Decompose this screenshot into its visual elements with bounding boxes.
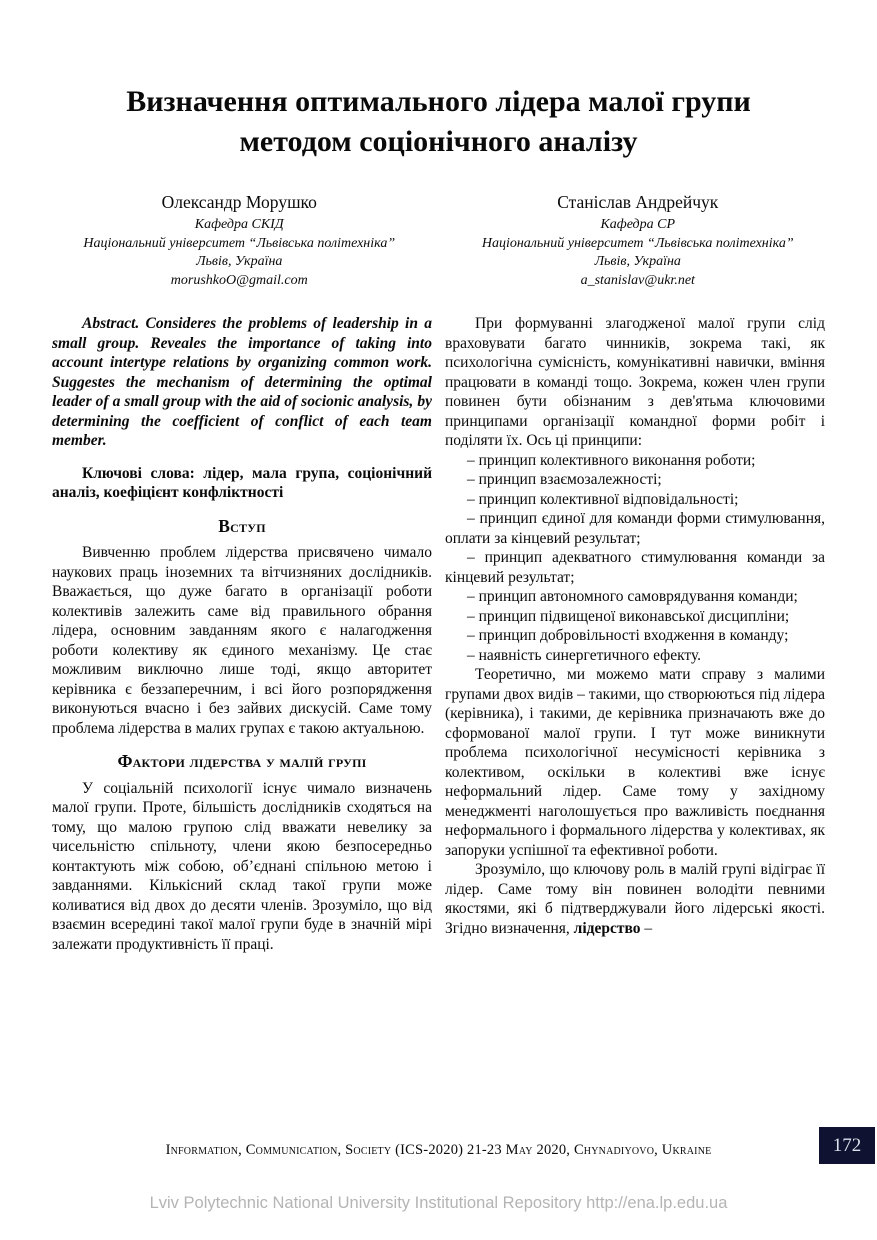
author-email: a_stanislav@ukr.net: [580, 272, 695, 288]
author-block-1: [40, 192, 439, 290]
factors-paragraph: У соціальній психології існує чимало визначень малої групи. Проте, більшість дослідників сходяться на тому, що малою групою слід вважати невелику за чисельністю спільноту, члени якою безпосередньо контактують між собою, об’єднані спільною метою і завданнями. Кількісний склад такої групи може коливатися від двох до десяти членів. Зрозуміло, що від взаємин всередині такої малої групи буде в значній мірі залежати продуктивність її праці.: [52, 779, 432, 953]
principle-item: – принцип взаємозалежності;: [467, 471, 662, 489]
principle-item: – принцип підвищеної виконавської дисципліни;: [467, 607, 790, 625]
author-city: Львів, Україна: [196, 254, 283, 270]
keywords-paragraph: Ключові слова: лідер, мала група, соціонічний аналіз, коефіцієнт конфліктності: [52, 464, 432, 502]
author-name: Олександр Морушко: [161, 192, 317, 213]
author-department: Кафедра СКІД: [194, 217, 284, 233]
abstract-paragraph: Abstract. Consideres the problems of leadership in a small group. Reveales the importance of taking into account intertype relations by organizing common work. Suggestes the mechanism of determining the optimal leader of a small group with the aid of socionic analysis, by determining the coefficient of conflict of each team member.: [52, 315, 432, 450]
conference-footer: Information, Communication, Society (ICS-2020) 21-23 May 2020, Chynadiyovo, Ukraine: [165, 1142, 712, 1158]
author-university: Національний університет “Львівська політехніка”: [481, 235, 794, 251]
two-column-body: [0, 314, 877, 954]
leader-role-paragraph: [445, 860, 825, 938]
author-email: morushkoO@gmail.com: [170, 272, 308, 288]
principles-intro-paragraph: При формуванні злагодженої малої групи слід враховувати багато чинників, зокрема такі, як психологічна сумісність, комунікативні навички, вміння працювати в команді тощо. Зокрема, кожен член групи повинен бути обізнаним з дев'ятьма ключовими принципами організації командної форми робіт і поділяти їх. Ось ці принципи:: [445, 315, 825, 450]
author-name: Станіслав Андрейчук: [557, 192, 719, 213]
left-column: [52, 314, 432, 954]
principle-item: – принцип добровільності входження в команду;: [467, 627, 789, 645]
principle-item: – принцип єдиної для команди форми стимулювання, оплати за кінцевий результат;: [445, 510, 825, 547]
principle-item: – наявність синергетичного ефекту.: [467, 646, 702, 664]
author-university: Національний університет “Львівська політехніка”: [83, 235, 396, 251]
leader-role-text-before: Зрозуміло, що ключову роль в малій групі відіграє її лідер. Саме тому він повинен володіти певними якостями, які б підтверджували його лідерські якості. Згідно визначення,: [445, 861, 825, 937]
principle-item: – принцип колективної відповідальності;: [467, 490, 739, 508]
paper-title: Визначення оптимального лідера малої групи методом соціонічного аналізу: [126, 85, 751, 159]
section-heading-intro: Вступ: [218, 515, 266, 536]
author-department: Кафедра СР: [600, 217, 676, 233]
author-block-2: [439, 192, 838, 290]
leader-role-text-after: –: [640, 919, 653, 937]
leadership-term: лідерство: [573, 919, 641, 937]
right-column: [445, 314, 825, 954]
authors-row: [0, 192, 877, 290]
page-number-badge: 172: [819, 1127, 875, 1164]
intro-paragraph: Вивченню проблем лідерства присвячено чимало наукових праць іноземних та вітчизняних дослідників. Вважається, що дуже багато в організації роботи колективів залежить саме від правильного обрання лідера, основним завданням якого є налагодження роботи колективу як єдиного механізму. Це стає можливим виключно лише тоді, якщо авторитет керівника є беззаперечним, і всі його розпорядження виконуються вчасно і без зайвих дискусій. Саме тому проблема лідерства в малих групах є такою актуальною.: [52, 544, 432, 737]
section-heading-factors: Фактори лідерства у малій групі: [117, 751, 367, 772]
repository-footer: Lviv Polytechnic National University Institutional Repository http://ena.lp.edu.ua: [149, 1194, 728, 1212]
group-types-paragraph: Теоретично, ми можемо мати справу з малими групами двох видів – такими, що створюються під лідера (керівника), і такими, де керівника призначають вже до сформованої малої групи. І тут може виникнути проблема психологічної несумісності керівника з колективом, оскільки в колективі вже існує неформальний лідер. Саме тому у західному менеджменті наголошується про важливість поєднання неформального і формального лідерства у колективах, як запоруки успішної та ефективної роботи.: [445, 666, 825, 859]
principle-item: – принцип адекватного стимулювання команди за кінцевий результат;: [445, 549, 825, 586]
principle-item: – принцип автономного самоврядування команди;: [467, 588, 798, 606]
author-city: Львів, Україна: [594, 254, 681, 270]
principle-item: – принцип колективного виконання роботи;: [467, 451, 756, 469]
